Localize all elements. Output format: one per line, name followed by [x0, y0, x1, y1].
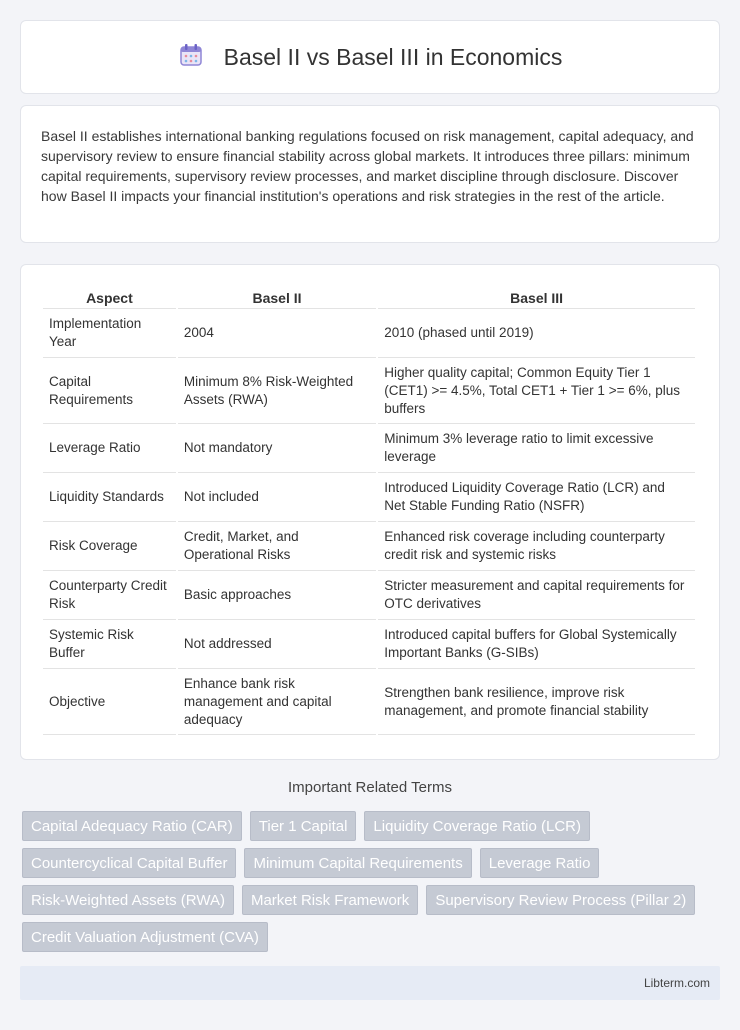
table-header-row [43, 287, 695, 309]
table-cell: Enhanced risk coverage including counterparty credit risk and systemic risks [378, 522, 695, 571]
related-terms-list [22, 811, 712, 952]
table-cell: Minimum 8% Risk-Weighted Assets (RWA) [178, 358, 376, 424]
table-cell: Introduced capital buffers for Global Systemically Important Banks (G-SIBs) [378, 620, 695, 669]
table-cell: Strengthen bank resilience, improve risk management, and promote financial stability [378, 669, 695, 735]
table-row [43, 473, 695, 522]
table-row [43, 522, 695, 571]
table-cell: Implementation Year [43, 309, 176, 358]
page-title: Basel II vs Basel III in Economics [223, 43, 563, 70]
column-header-aspect: Aspect [43, 287, 176, 309]
related-term-tag[interactable]: Capital Adequacy Ratio (CAR) [22, 811, 242, 841]
table-cell: Credit, Market, and Operational Risks [178, 522, 376, 571]
table-cell: Not included [178, 473, 376, 522]
comparison-table [41, 287, 697, 735]
table-cell: Counterparty Credit Risk [43, 571, 176, 620]
related-term-tag[interactable]: Minimum Capital Requirements [244, 848, 471, 878]
table-cell: Not mandatory [178, 424, 376, 473]
table-cell: Not addressed [178, 620, 376, 669]
table-cell: Stricter measurement and capital requirements for OTC derivatives [378, 571, 695, 620]
table-cell: Basic approaches [178, 571, 376, 620]
related-term-tag[interactable]: Credit Valuation Adjustment (CVA) [22, 922, 268, 952]
table-cell: Systemic Risk Buffer [43, 620, 176, 669]
table-cell: Introduced Liquidity Coverage Ratio (LCR) and Net Stable Funding Ratio (NSFR) [378, 473, 695, 522]
table-cell: Objective [43, 669, 176, 735]
related-term-tag[interactable]: Liquidity Coverage Ratio (LCR) [364, 811, 590, 841]
table-cell: Leverage Ratio [43, 424, 176, 473]
column-header-basel-ii: Basel II [178, 287, 376, 309]
column-header-basel-iii: Basel III [378, 287, 695, 309]
intro-text: Basel II establishes international banking regulations focused on risk management, capital adequacy, and supervisory review to ensure financial stability across global markets. It introduces three pillars: minimum capital requirements, supervisory review processes, and market discipline through disclosure. Discover how Basel II impacts your financial institution's operations and risk strategies in the rest of the article. [41, 128, 694, 204]
table-row [43, 424, 695, 473]
footer-site-link[interactable]: Libterm.com [643, 976, 710, 990]
related-term-tag[interactable]: Risk-Weighted Assets (RWA) [22, 885, 234, 915]
table-cell: 2004 [178, 309, 376, 358]
comparison-card [20, 264, 720, 760]
intro-card [20, 105, 720, 243]
related-term-tag[interactable]: Supervisory Review Process (Pillar 2) [426, 885, 695, 915]
table-cell: Risk Coverage [43, 522, 176, 571]
table-cell: Higher quality capital; Common Equity Tier 1 (CET1) >= 4.5%, Total CET1 + Tier 1 >= 6%, plus buffers [378, 358, 695, 424]
table-cell: 2010 (phased until 2019) [378, 309, 695, 358]
table-row [43, 620, 695, 669]
related-terms-heading: Important Related Terms [288, 779, 452, 796]
related-term-tag[interactable]: Market Risk Framework [242, 885, 418, 915]
related-term-tag[interactable]: Countercyclical Capital Buffer [22, 848, 236, 878]
calendar-icon [178, 42, 204, 73]
table-cell: Liquidity Standards [43, 473, 176, 522]
table-row [43, 309, 695, 358]
table-row [43, 669, 695, 735]
related-term-tag[interactable]: Leverage Ratio [480, 848, 600, 878]
table-cell: Capital Requirements [43, 358, 176, 424]
table-cell: Minimum 3% leverage ratio to limit excessive leverage [378, 424, 695, 473]
related-term-tag[interactable]: Tier 1 Capital [250, 811, 357, 841]
table-row [43, 571, 695, 620]
header-card [20, 20, 720, 94]
table-cell: Enhance bank risk management and capital adequacy [178, 669, 376, 735]
table-row [43, 358, 695, 424]
footer [20, 966, 720, 1000]
